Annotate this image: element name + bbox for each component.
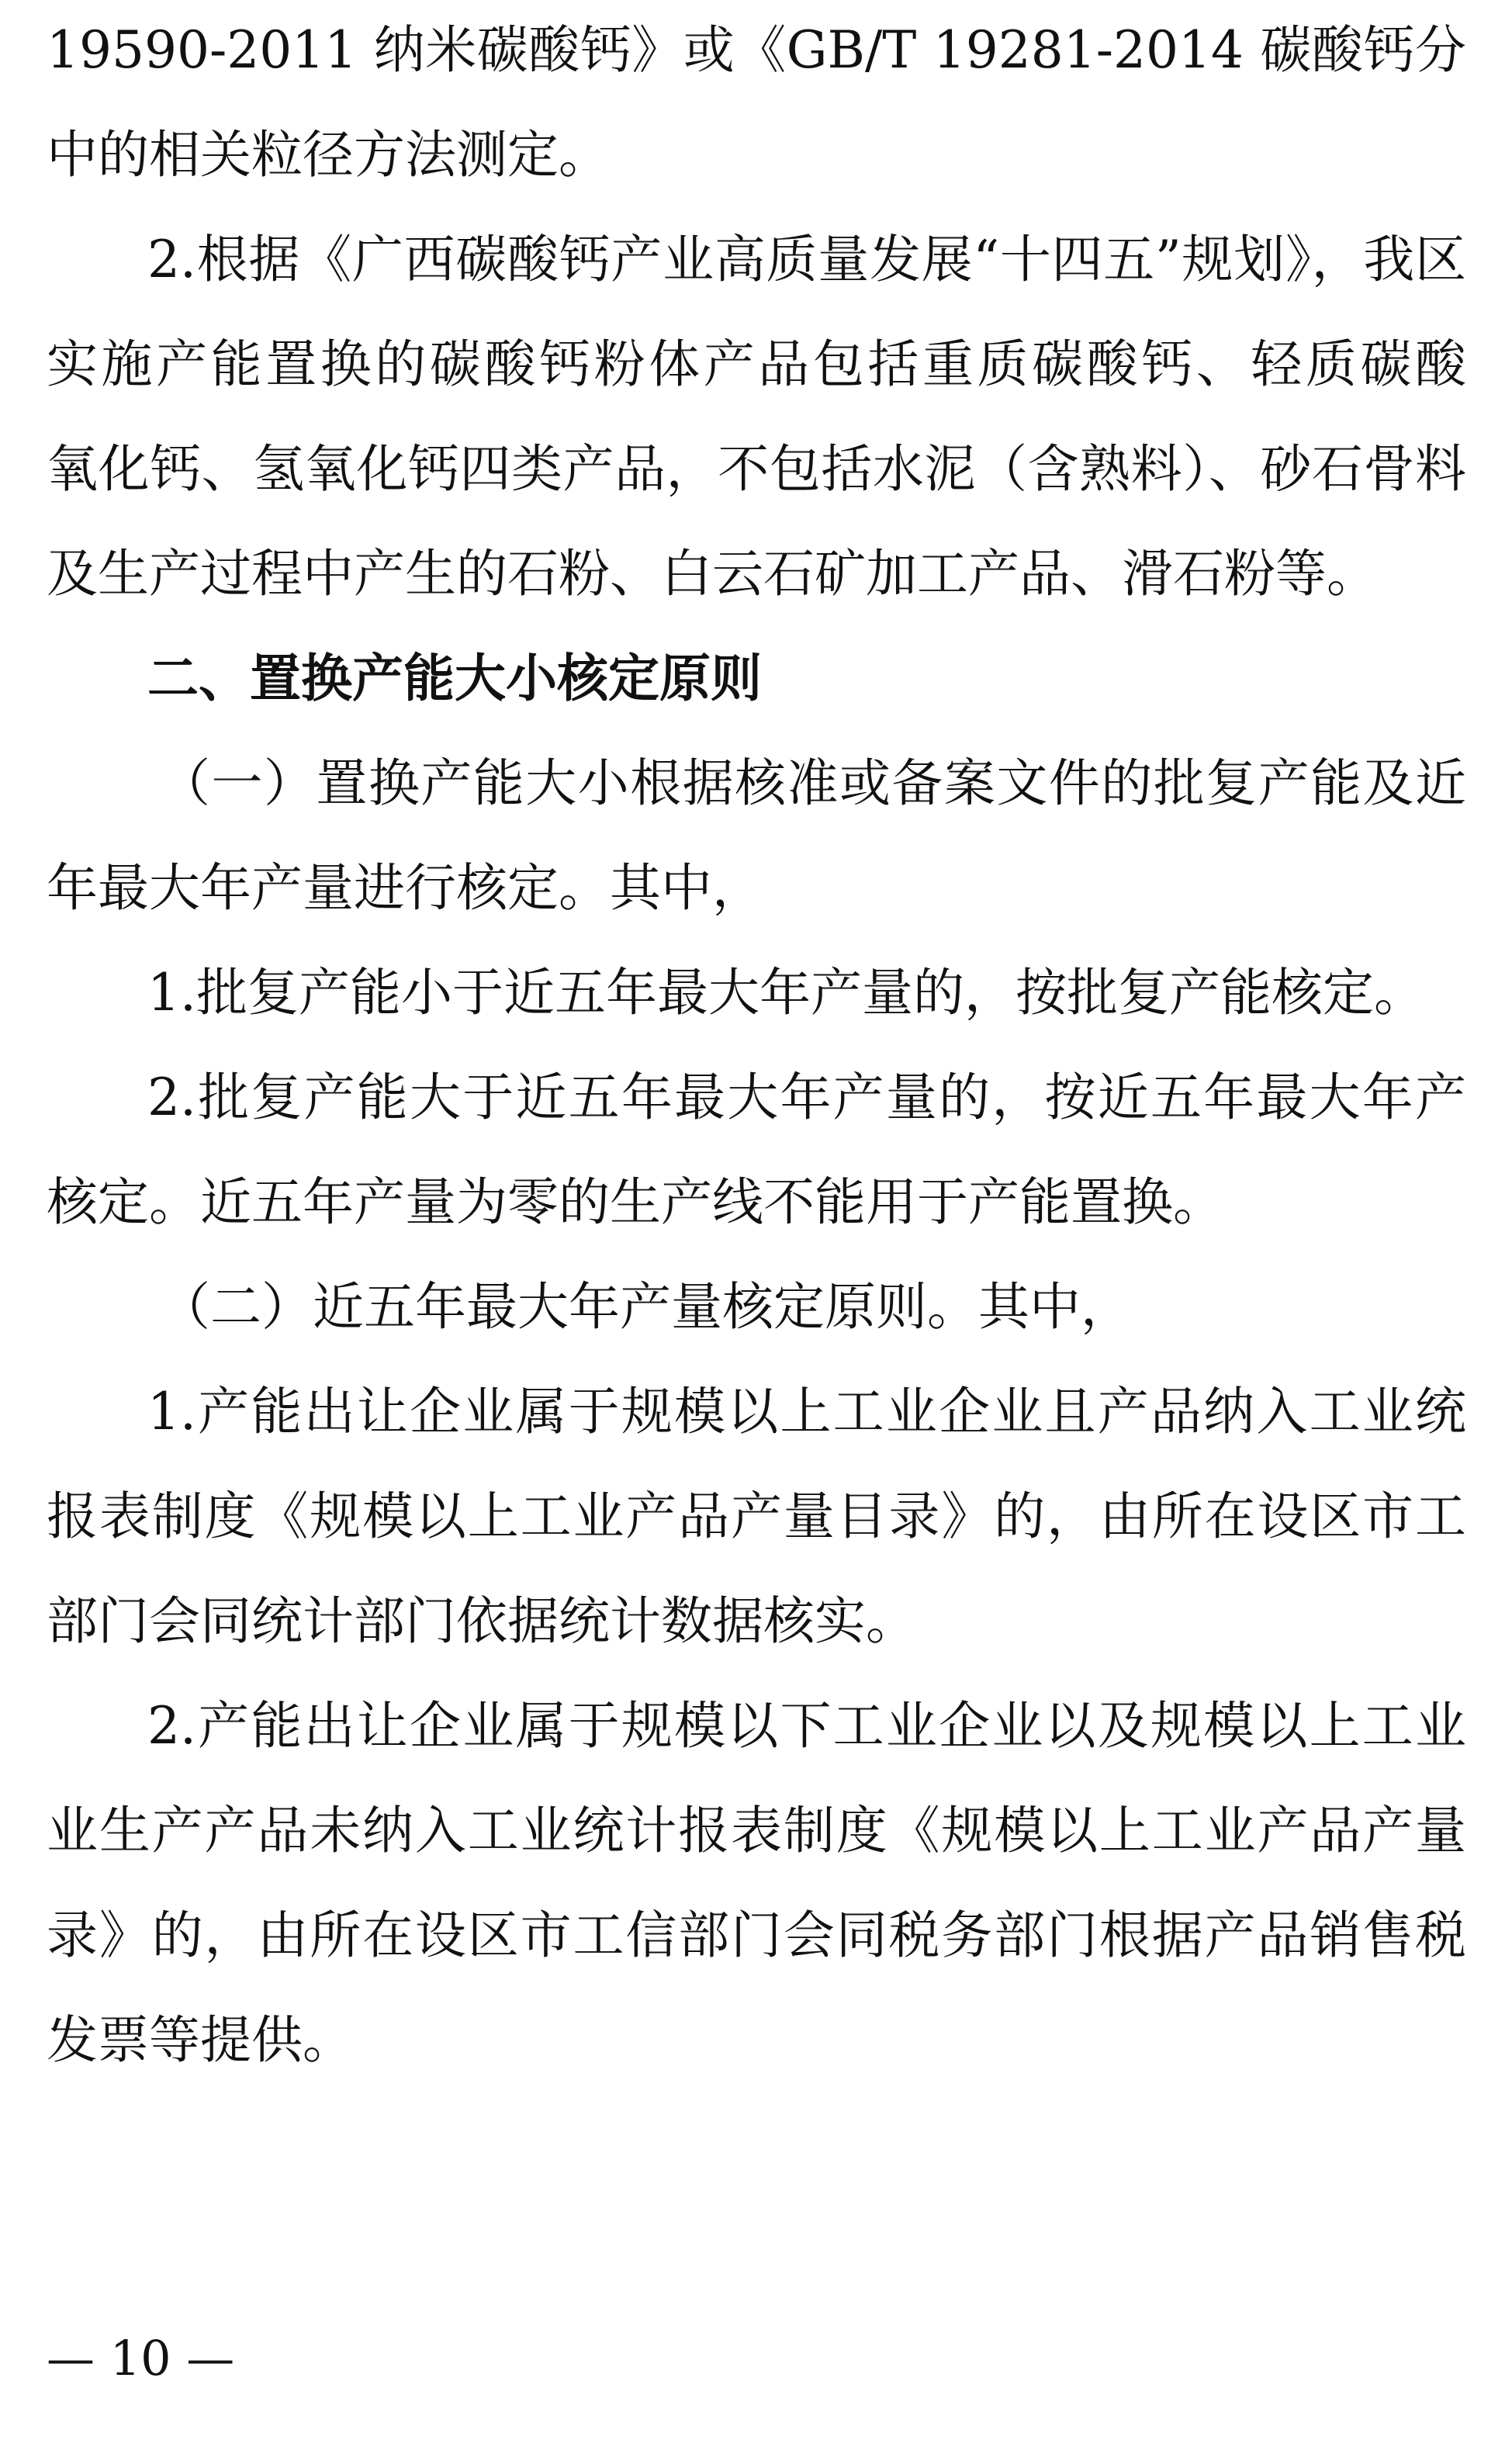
body-text-line: 发票等提供。 <box>47 2010 354 2070</box>
body-text-line: 2.产能出让企业属于规模以下工业企业以及规模以上工业 <box>147 1696 1466 1756</box>
body-text-line: 19590-2011 纳米碳酸钙》或《GB/T 19281-2014 碳酸钙分 <box>47 20 1466 80</box>
body-text-line: 及生产过程中产生的石粉、白云石矿加工产品、滑石粉等。 <box>47 544 1378 604</box>
body-text-line: 核定。近五年产量为零的生产线不能用于产能置换。 <box>47 1172 1224 1232</box>
body-text-line: 2.根据《广西碳酸钙产业高质量发展“十四五”规划》，我区 <box>147 230 1466 289</box>
section-heading: 二、置换产能大小核定原则 <box>147 649 762 708</box>
body-text-line: 年最大年产量进行核定。其中， <box>47 858 763 918</box>
body-text-line: 2.批复产能大于近五年最大年产量的，按近五年最大年产 <box>147 1068 1466 1127</box>
body-text-line: 1.产能出让企业属于规模以上工业企业且产品纳入工业统 <box>147 1382 1466 1442</box>
body-text-line: （一）置换产能大小根据核准或备案文件的批复产能及近 <box>159 753 1466 813</box>
body-text-line: 报表制度《规模以上工业产品产量目录》的，由所在设区市工 <box>47 1487 1466 1546</box>
body-text-line: 中的相关粒径方法测定。 <box>47 125 610 185</box>
body-text-line: 实施产能置换的碳酸钙粉体产品包括重质碳酸钙、轻质碳酸 <box>47 334 1466 394</box>
body-text-line: 1.批复产能小于近五年最大年产量的，按批复产能核定。 <box>147 963 1425 1023</box>
page-number: — 10 — <box>47 2330 235 2386</box>
body-text-line: 录》的，由所在设区市工信部门会同税务部门根据产品销售税 <box>47 1905 1466 1965</box>
body-text-line: 部门会同统计部门依据统计数据核实。 <box>47 1591 917 1651</box>
body-text-line: 氧化钙、氢氧化钙四类产品，不包括水泥（含熟料）、砂石骨料 <box>47 439 1466 499</box>
body-text-line: 业生产产品未纳入工业统计报表制度《规模以上工业产品产量 <box>47 1801 1466 1860</box>
body-text-line: （二）近五年最大年产量核定原则。其中， <box>159 1277 1132 1337</box>
